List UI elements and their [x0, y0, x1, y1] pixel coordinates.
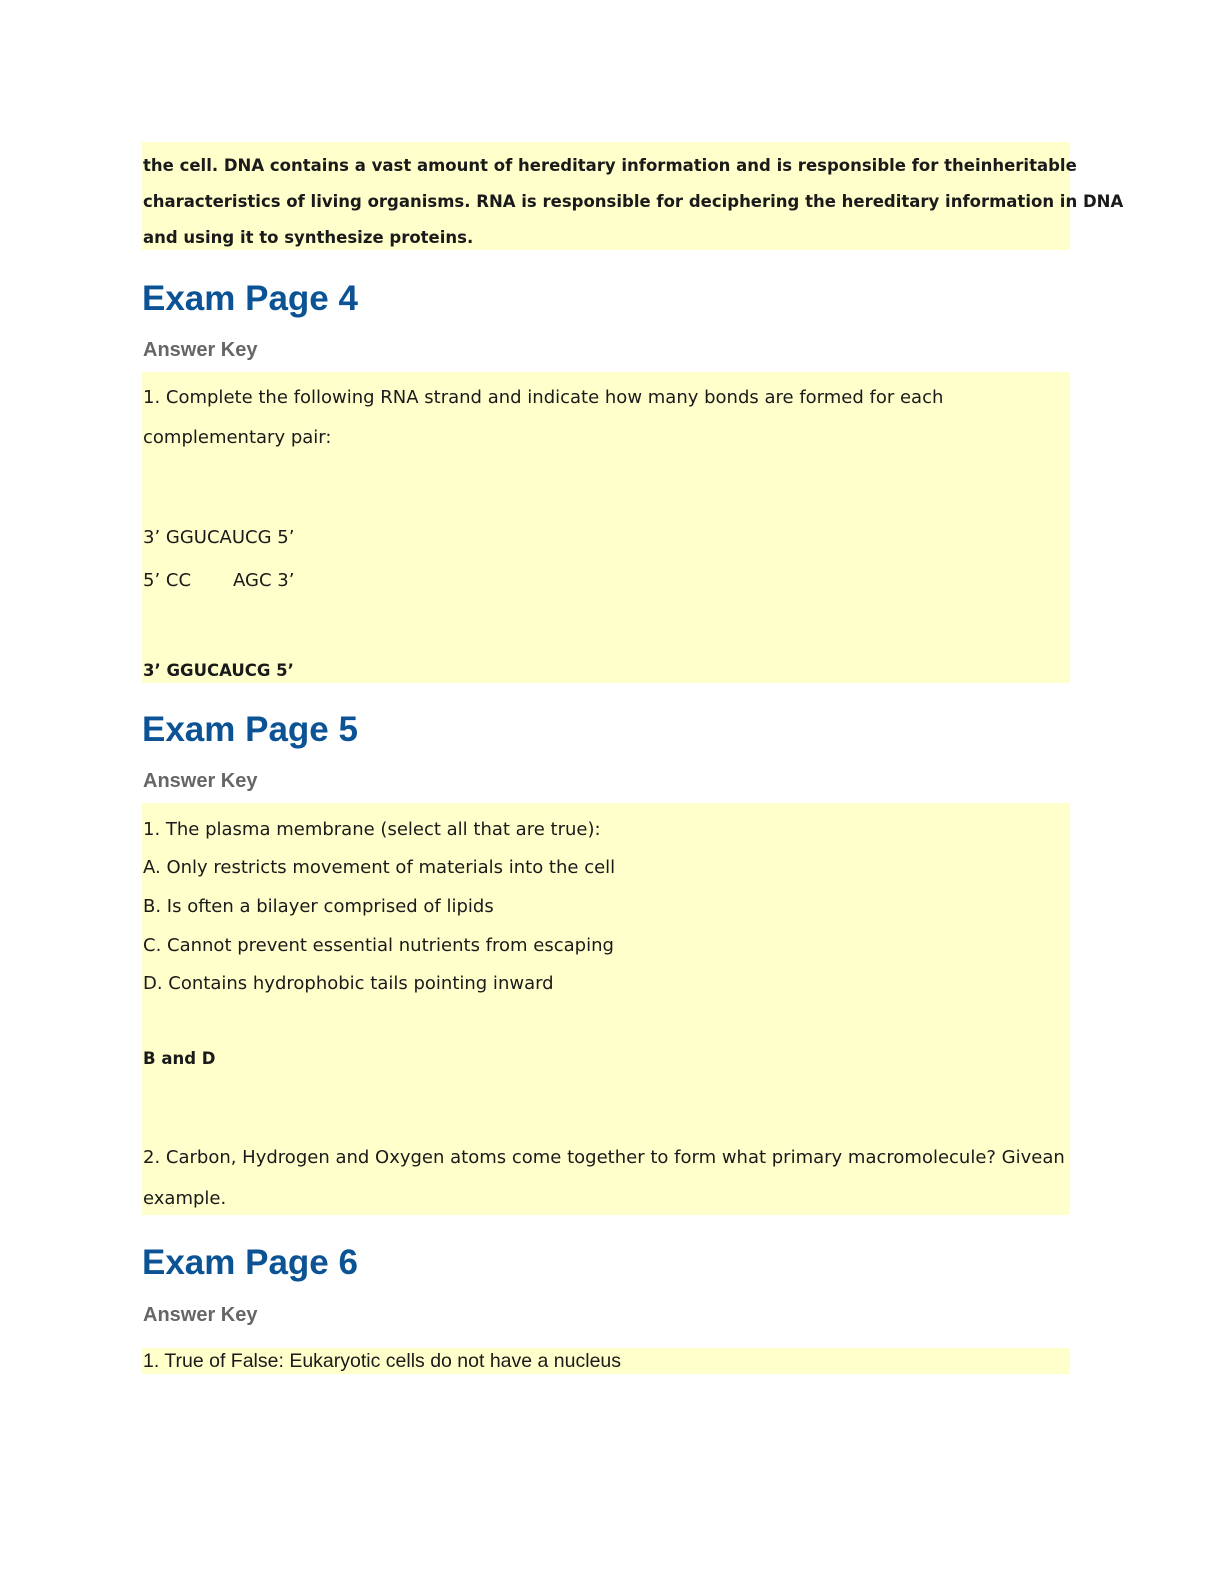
intro-line-2: characteristics of living organisms. RNA is responsible for deciphering the hereditary information in DNA [143, 192, 1124, 211]
page4-answer: 3’ GGUCAUCG 5’ [143, 661, 294, 680]
page5-question-2-line-1: 2. Carbon, Hydrogen and Oxygen atoms come together to form what primary macromolecule? Givean [143, 1147, 1065, 1168]
exam-page-5-title: Exam Page 5 [142, 710, 358, 749]
page5-question-2-line-2: example. [143, 1188, 227, 1209]
intro-line-1: the cell. DNA contains a vast amount of hereditary information and is responsible for theinheritable [143, 156, 1077, 175]
page4-question-line-2: complementary pair: [143, 427, 332, 448]
exam-page-6-subtitle: Answer Key [143, 1304, 258, 1326]
page6-question-1: 1. True of False: Eukaryotic cells do not have a nucleus [143, 1350, 622, 1372]
page5-answer-1: B and D [143, 1049, 216, 1068]
intro-line-3: and using it to synthesize proteins. [143, 228, 474, 247]
exam-page-4-subtitle: Answer Key [143, 339, 258, 361]
exam-page-6-title: Exam Page 6 [142, 1243, 358, 1282]
exam-page-5-subtitle: Answer Key [143, 770, 258, 792]
page5-option-d: D. Contains hydrophobic tails pointing inward [143, 973, 554, 994]
page5-question-1: 1. The plasma membrane (select all that are true): [143, 819, 601, 840]
page4-strand-top: 3’ GGUCAUCG 5’ [143, 527, 295, 548]
page4-strand-bottom-right: AGC 3’ [233, 570, 295, 591]
page5-option-b: B. Is often a bilayer comprised of lipids [143, 896, 494, 917]
page5-option-c: C. Cannot prevent essential nutrients from escaping [143, 935, 614, 956]
page4-question-line-1: 1. Complete the following RNA strand and indicate how many bonds are formed for each [143, 387, 944, 408]
page4-strand-bottom-left: 5’ CC [143, 570, 192, 591]
exam-page-4-title: Exam Page 4 [142, 279, 358, 318]
page5-option-a: A. Only restricts movement of materials into the cell [143, 857, 616, 878]
